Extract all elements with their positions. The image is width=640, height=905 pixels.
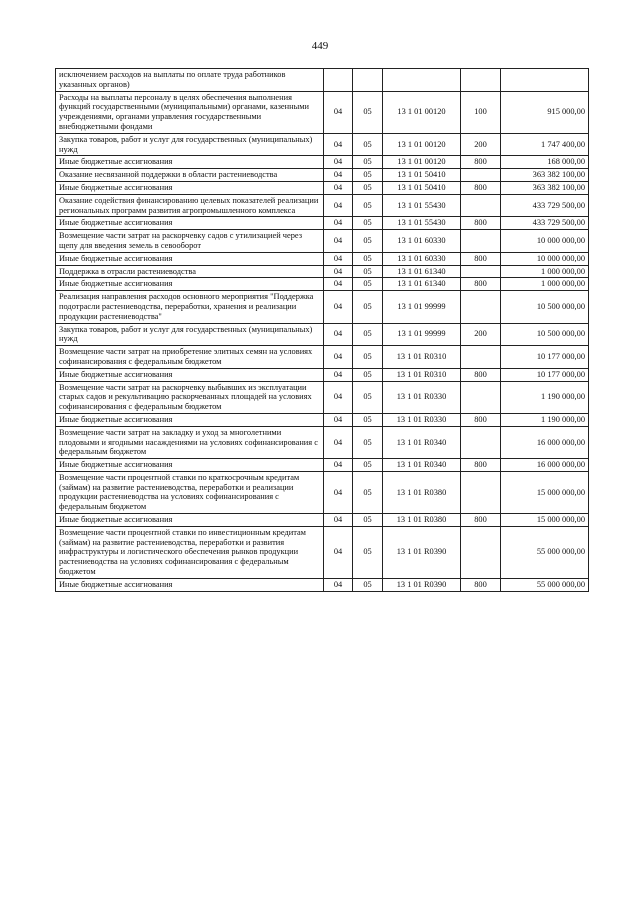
row-name: Иные бюджетные ассигнования — [56, 278, 324, 291]
row-expense-type: 800 — [461, 252, 501, 265]
row-target-code: 13 1 01 99999 — [383, 323, 461, 346]
table-row — [56, 230, 589, 253]
row-section: 04 — [324, 346, 353, 369]
row-subsection: 05 — [353, 252, 383, 265]
row-section: 04 — [324, 156, 353, 169]
row-subsection: 05 — [353, 459, 383, 472]
row-expense-type: 100 — [461, 91, 501, 133]
row-name: Возмещение части процентной ставки по инвестиционным кредитам (займам) на развитие растениеводства, переработки и развития инфраструктуры и логистического обеспечения рынков продукции растениеводства на условиях софинансирования с федеральным бюджетом — [56, 526, 324, 578]
row-expense-type — [461, 194, 501, 217]
row-expense-type: 800 — [461, 459, 501, 472]
row-expense-type: 800 — [461, 217, 501, 230]
row-name: Иные бюджетные ассигнования — [56, 156, 324, 169]
table-row — [56, 459, 589, 472]
row-section — [324, 69, 353, 92]
row-subsection: 05 — [353, 291, 383, 323]
row-section: 04 — [324, 578, 353, 591]
row-name: Оказание содействия финансированию целевых показателей реализации региональных программ развития агропромышленного комплекса — [56, 194, 324, 217]
row-section: 04 — [324, 194, 353, 217]
row-expense-type: 800 — [461, 578, 501, 591]
row-amount: 10 000 000,00 — [501, 252, 589, 265]
row-subsection: 05 — [353, 471, 383, 513]
row-name: Иные бюджетные ассигнования — [56, 514, 324, 527]
row-subsection: 05 — [353, 413, 383, 426]
row-section: 04 — [324, 514, 353, 527]
row-expense-type: 200 — [461, 323, 501, 346]
row-section: 04 — [324, 368, 353, 381]
row-amount: 168 000,00 — [501, 156, 589, 169]
table-row — [56, 265, 589, 278]
row-amount: 16 000 000,00 — [501, 426, 589, 458]
row-name: Возмещение части затрат на закладку и уход за многолетними плодовыми и ягодными насаждениями на условиях софинансирования с федеральным бюджетом — [56, 426, 324, 458]
budget-table-body — [56, 69, 589, 592]
row-section: 04 — [324, 381, 353, 413]
table-row — [56, 91, 589, 133]
row-section: 04 — [324, 278, 353, 291]
row-target-code: 13 1 01 61340 — [383, 278, 461, 291]
row-target-code: 13 1 01 R0390 — [383, 526, 461, 578]
row-section: 04 — [324, 459, 353, 472]
row-amount: 1 190 000,00 — [501, 381, 589, 413]
row-target-code: 13 1 01 61340 — [383, 265, 461, 278]
row-subsection: 05 — [353, 278, 383, 291]
row-amount: 1 000 000,00 — [501, 278, 589, 291]
row-name: Закупка товаров, работ и услуг для государственных (муниципальных) нужд — [56, 133, 324, 156]
row-expense-type — [461, 265, 501, 278]
row-section: 04 — [324, 291, 353, 323]
row-amount: 15 000 000,00 — [501, 471, 589, 513]
row-section: 04 — [324, 217, 353, 230]
row-expense-type — [461, 169, 501, 182]
row-target-code: 13 1 01 00120 — [383, 91, 461, 133]
row-expense-type — [461, 346, 501, 369]
row-target-code: 13 1 01 R0380 — [383, 471, 461, 513]
row-subsection: 05 — [353, 368, 383, 381]
row-subsection: 05 — [353, 346, 383, 369]
table-row — [56, 69, 589, 92]
row-amount: 10 177 000,00 — [501, 346, 589, 369]
row-name: Возмещение части затрат на раскорчевку садов с утилизацией через щепу для введения земель в севооборот — [56, 230, 324, 253]
row-section: 04 — [324, 323, 353, 346]
row-target-code: 13 1 01 50410 — [383, 181, 461, 194]
row-amount: 15 000 000,00 — [501, 514, 589, 527]
row-target-code: 13 1 01 R0310 — [383, 368, 461, 381]
row-amount: 10 000 000,00 — [501, 230, 589, 253]
row-section: 04 — [324, 526, 353, 578]
row-name: Иные бюджетные ассигнования — [56, 217, 324, 230]
row-target-code: 13 1 01 55430 — [383, 217, 461, 230]
row-amount: 1 747 400,00 — [501, 133, 589, 156]
row-subsection: 05 — [353, 265, 383, 278]
row-expense-type: 800 — [461, 181, 501, 194]
row-target-code: 13 1 01 R0340 — [383, 426, 461, 458]
row-target-code: 13 1 01 99999 — [383, 291, 461, 323]
row-name: Возмещение части затрат на раскорчевку выбывших из эксплуатации старых садов и рекультивацию раскорчеванных площадей на условиях софинансирования с федеральным бюджетом — [56, 381, 324, 413]
row-amount: 363 382 100,00 — [501, 169, 589, 182]
table-row — [56, 413, 589, 426]
row-name: Оказание несвязанной поддержки в области растениеводства — [56, 169, 324, 182]
row-amount — [501, 69, 589, 92]
table-row — [56, 291, 589, 323]
table-row — [56, 514, 589, 527]
row-name: Возмещение части процентной ставки по краткосрочным кредитам (займам) на развитие растениеводства, переработки и реализации продукции растениеводства на условиях софинансирования с федеральным бюджетом — [56, 471, 324, 513]
row-name: Возмещение части затрат на приобретение элитных семян на условиях софинансирования с федеральным бюджетом — [56, 346, 324, 369]
row-expense-type — [461, 230, 501, 253]
row-subsection: 05 — [353, 217, 383, 230]
row-section: 04 — [324, 426, 353, 458]
row-section: 04 — [324, 133, 353, 156]
row-subsection: 05 — [353, 514, 383, 527]
row-target-code: 13 1 01 60330 — [383, 230, 461, 253]
row-name: исключением расходов на выплаты по оплате труда работников указанных органов) — [56, 69, 324, 92]
row-expense-type — [461, 526, 501, 578]
row-expense-type — [461, 291, 501, 323]
table-row — [56, 426, 589, 458]
table-row — [56, 217, 589, 230]
row-name: Иные бюджетные ассигнования — [56, 459, 324, 472]
row-target-code: 13 1 01 00120 — [383, 156, 461, 169]
row-target-code: 13 1 01 R0330 — [383, 413, 461, 426]
row-target-code: 13 1 01 R0380 — [383, 514, 461, 527]
row-name: Иные бюджетные ассигнования — [56, 413, 324, 426]
row-subsection: 05 — [353, 230, 383, 253]
budget-table — [55, 68, 589, 592]
page-number: 449 — [311, 40, 329, 52]
row-section: 04 — [324, 91, 353, 133]
row-target-code: 13 1 01 50410 — [383, 169, 461, 182]
row-expense-type — [461, 426, 501, 458]
row-name: Иные бюджетные ассигнования — [56, 181, 324, 194]
row-section: 04 — [324, 413, 353, 426]
row-target-code: 13 1 01 R0340 — [383, 459, 461, 472]
row-subsection — [353, 69, 383, 92]
row-expense-type: 800 — [461, 368, 501, 381]
row-section: 04 — [324, 252, 353, 265]
table-row — [56, 252, 589, 265]
table-row — [56, 368, 589, 381]
table-row — [56, 181, 589, 194]
row-amount: 10 500 000,00 — [501, 323, 589, 346]
row-section: 04 — [324, 230, 353, 253]
row-section: 04 — [324, 265, 353, 278]
row-amount: 10 500 000,00 — [501, 291, 589, 323]
row-target-code: 13 1 01 00120 — [383, 133, 461, 156]
row-target-code: 13 1 01 R0330 — [383, 381, 461, 413]
row-section: 04 — [324, 181, 353, 194]
row-amount: 55 000 000,00 — [501, 578, 589, 591]
row-name: Иные бюджетные ассигнования — [56, 252, 324, 265]
row-amount: 1 190 000,00 — [501, 413, 589, 426]
row-subsection: 05 — [353, 133, 383, 156]
row-subsection: 05 — [353, 578, 383, 591]
row-subsection: 05 — [353, 526, 383, 578]
row-target-code: 13 1 01 55430 — [383, 194, 461, 217]
row-expense-type — [461, 381, 501, 413]
row-name: Расходы на выплаты персоналу в целях обеспечения выполнения функций государственными (муниципальными) органами, казенными учреждениями, органами управления государственными внебюджетными фондами — [56, 91, 324, 133]
row-subsection: 05 — [353, 181, 383, 194]
row-amount: 433 729 500,00 — [501, 194, 589, 217]
table-row — [56, 278, 589, 291]
row-amount: 10 177 000,00 — [501, 368, 589, 381]
table-row — [56, 194, 589, 217]
row-subsection: 05 — [353, 169, 383, 182]
row-name: Реализация направления расходов основного мероприятия "Поддержка подотрасли растениеводства, переработки, хранения и реализации продукции растениеводства" — [56, 291, 324, 323]
table-row — [56, 323, 589, 346]
row-amount: 16 000 000,00 — [501, 459, 589, 472]
table-row — [56, 526, 589, 578]
row-amount: 1 000 000,00 — [501, 265, 589, 278]
row-expense-type — [461, 69, 501, 92]
row-expense-type — [461, 471, 501, 513]
row-expense-type: 800 — [461, 514, 501, 527]
row-subsection: 05 — [353, 426, 383, 458]
row-name: Иные бюджетные ассигнования — [56, 368, 324, 381]
row-expense-type: 200 — [461, 133, 501, 156]
table-row — [56, 471, 589, 513]
row-name: Поддержка в отрасли растениеводства — [56, 265, 324, 278]
row-section: 04 — [324, 471, 353, 513]
row-expense-type: 800 — [461, 413, 501, 426]
row-target-code: 13 1 01 R0390 — [383, 578, 461, 591]
row-section: 04 — [324, 169, 353, 182]
row-amount: 915 000,00 — [501, 91, 589, 133]
row-subsection: 05 — [353, 194, 383, 217]
table-row — [56, 133, 589, 156]
table-row — [56, 169, 589, 182]
row-target-code: 13 1 01 R0310 — [383, 346, 461, 369]
row-amount: 55 000 000,00 — [501, 526, 589, 578]
row-subsection: 05 — [353, 381, 383, 413]
table-row — [56, 381, 589, 413]
row-subsection: 05 — [353, 91, 383, 133]
row-subsection: 05 — [353, 156, 383, 169]
row-amount: 363 382 100,00 — [501, 181, 589, 194]
row-name: Закупка товаров, работ и услуг для государственных (муниципальных) нужд — [56, 323, 324, 346]
row-expense-type: 800 — [461, 156, 501, 169]
table-row — [56, 578, 589, 591]
row-expense-type: 800 — [461, 278, 501, 291]
row-amount: 433 729 500,00 — [501, 217, 589, 230]
table-row — [56, 156, 589, 169]
table-row — [56, 346, 589, 369]
row-target-code: 13 1 01 60330 — [383, 252, 461, 265]
row-subsection: 05 — [353, 323, 383, 346]
row-name: Иные бюджетные ассигнования — [56, 578, 324, 591]
row-target-code — [383, 69, 461, 92]
